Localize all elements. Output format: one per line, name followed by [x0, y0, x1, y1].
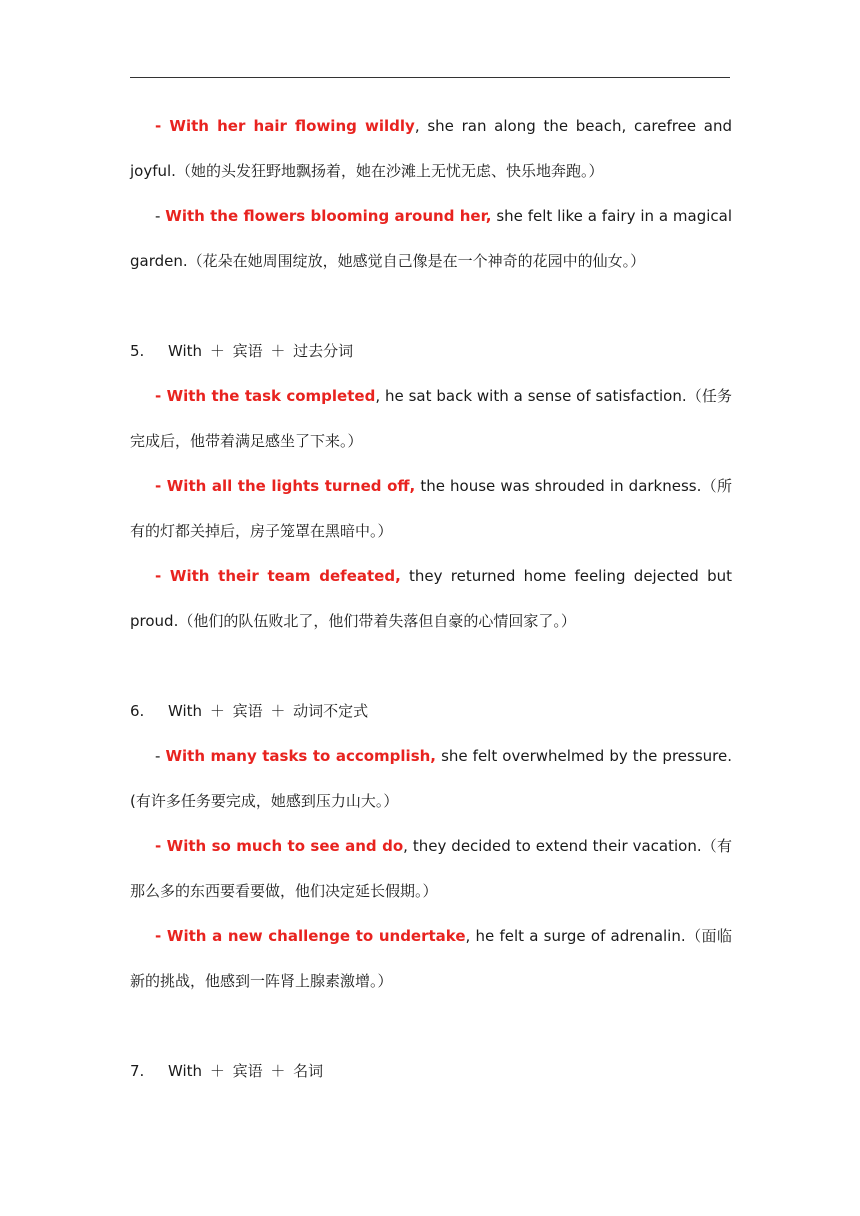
section-spacer [130, 644, 732, 689]
section-number: 7. [130, 1062, 145, 1080]
section-heading-7 [130, 1049, 732, 1094]
section-number: 5. [130, 342, 145, 360]
example-sentence: - With all the lights turned off, the house was shrouded in darkness.（所有的灯都关掉后，房子笼罩在黑暗中。） [130, 477, 733, 540]
example-sentence: - With so much to see and do, they decided to extend their vacation.（有那么多的东西要看要做，他们决定延长假期。） [130, 837, 732, 900]
section-heading-6 [130, 689, 732, 734]
example-sentence: - With their team defeated, they returned home feeling dejected but proud.（他们的队伍败北了，他们带着失落但自豪的心情回家了。） [130, 567, 732, 630]
example-highlight: - With a new challenge to undertake [155, 927, 466, 945]
document-body [130, 104, 732, 1094]
example-sentence: - With a new challenge to undertake, he felt a surge of adrenalin.（面临新的挑战，他感到一阵肾上腺素激增。） [130, 927, 732, 990]
example-sentence: - With her hair flowing wildly, she ran along the beach, carefree and joyful.（她的头发狂野地飘扬着，她在沙滩上无忧无虑、快乐地奔跑。） [130, 117, 732, 180]
header-rule [130, 77, 730, 78]
example-highlight: - With all the lights turned off, [155, 477, 416, 495]
example-highlight: - With their team defeated, [155, 567, 401, 585]
example-highlight: With the flowers blooming around her, [165, 207, 492, 225]
example-highlight: With many tasks to accomplish, [165, 747, 437, 765]
example-highlight: - With her hair flowing wildly [155, 117, 415, 135]
section-formula: With ＋ 宾语 ＋ 过去分词 [168, 342, 354, 360]
example-sentence: - With the flowers blooming around her, she felt like a fairy in a magical garden.（花朵在她周围绽放，她感觉自己像是在一个神奇的花园中的仙女。） [130, 207, 732, 270]
section-number: 6. [130, 702, 145, 720]
section-spacer [130, 1004, 732, 1049]
example-sentence: - With the task completed, he sat back with a sense of satisfaction.（任务完成后，他带着满足感坐了下来。） [130, 387, 732, 450]
section-heading-5 [130, 329, 732, 374]
section-formula: With ＋ 宾语 ＋ 动词不定式 [168, 702, 369, 720]
example-highlight: - With the task completed [155, 387, 376, 405]
section-formula: With ＋ 宾语 ＋ 名词 [168, 1062, 324, 1080]
section-spacer [130, 284, 732, 329]
example-sentence: - With many tasks to accomplish, she felt overwhelmed by the pressure.(有许多任务要完成，她感到压力山大。） [130, 747, 732, 810]
example-highlight: - With so much to see and do [155, 837, 404, 855]
